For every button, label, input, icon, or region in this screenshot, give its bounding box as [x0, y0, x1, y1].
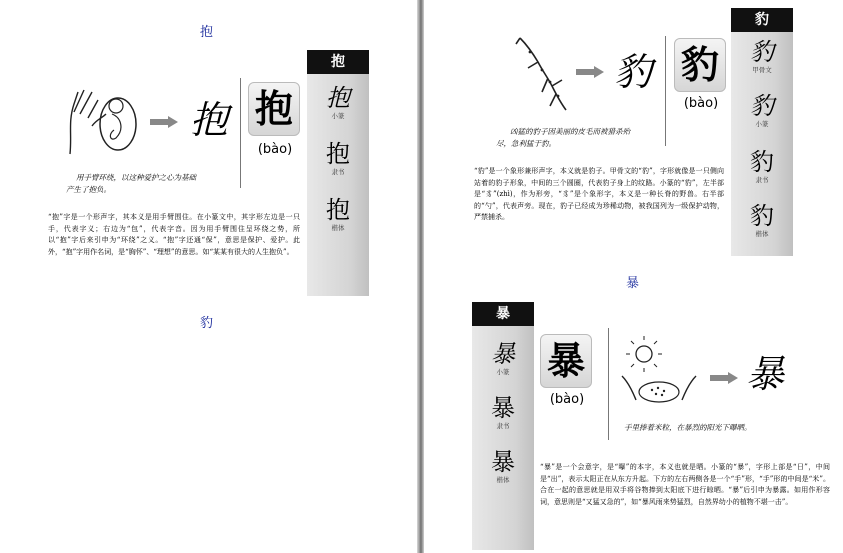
panel-item-xiaozhuan	[472, 340, 534, 377]
panel-glyph: 暴	[491, 394, 515, 422]
pinyin-label: (bào)	[549, 392, 585, 407]
caption-line: 凶猛的豹子因美丽的皮毛而被猎杀殆	[510, 127, 630, 136]
panel-item-lishu	[307, 140, 369, 177]
panel-label: 小篆	[755, 120, 769, 128]
panel-glyph: 豹	[750, 202, 774, 230]
left-page	[0, 0, 417, 553]
panel-glyph: 豹	[750, 38, 774, 66]
script-evolution-panel-bottom	[472, 302, 534, 550]
hand-embrace-illustration	[62, 84, 142, 160]
panel-label: 小篆	[331, 112, 345, 120]
panel-label: 楷体	[331, 224, 345, 232]
next-heading-bao-leopard: 豹	[200, 316, 214, 331]
panel-item-lishu	[731, 148, 793, 185]
script-evolution-panel	[307, 50, 369, 296]
illustration-caption	[496, 126, 666, 150]
sun-hands-illustration	[618, 336, 700, 416]
big-character-box: 豹	[674, 38, 726, 92]
caption-line: 用手臂环绕，以这种爱护之心为基础	[76, 173, 196, 182]
caption-line: 产生了抱负。	[66, 185, 111, 194]
pinyin-label: (bào)	[683, 96, 719, 111]
caption-line: 尽，急利猛于豹。	[496, 139, 556, 148]
panel-glyph: 暴	[491, 340, 515, 368]
illustration-caption	[66, 172, 246, 196]
arrow-icon	[150, 116, 178, 128]
leopard-illustration	[512, 34, 574, 114]
divider-line	[608, 328, 609, 440]
seal-script-char: 抱	[190, 98, 229, 142]
panel-item-lishu	[472, 394, 534, 431]
panel-label: 甲骨文	[752, 66, 772, 74]
panel-glyph: 抱	[326, 140, 350, 168]
panel-head-char: 豹	[731, 8, 793, 32]
arrow-icon	[576, 66, 604, 78]
big-character-box: 暴	[540, 334, 592, 388]
panel-glyph: 抱	[326, 196, 350, 224]
panel-glyph: 暴	[491, 448, 515, 476]
panel-head-char: 抱	[307, 50, 369, 74]
page-heading-bao-violent: 暴	[626, 276, 640, 291]
panel-glyph: 豹	[750, 148, 774, 176]
illustration-caption: 手里捧着米粒，在暴烈的阳光下曝晒。	[624, 423, 752, 432]
panel-label: 楷体	[755, 230, 769, 238]
big-character-box: 抱	[248, 82, 300, 136]
panel-label: 小篆	[496, 368, 510, 376]
panel-label: 隶书	[755, 176, 769, 184]
body-text: “暴”是一个会意字，是“曝”的本字，本义也就是晒。小篆的“暴”，字形上部是“日”，中间是“出”，表示太阳正在从东方升起。下方的左右两侧各是一个“手”形，“手”形的中间是“米”。合在一起的意思就是用双手将谷物捧到太阳底下进行晾晒。“暴”后引申为暴露。如用作形容词，意思则是“又猛又急的”，如“暴风雨来势猛烈，自然界幼小的植物不堪一击”。	[540, 463, 830, 506]
pinyin-label: (bào)	[257, 142, 293, 157]
seal-script-char: 暴	[746, 352, 785, 396]
panel-label: 隶书	[496, 422, 510, 430]
body-text: “豹”是一个象形兼形声字，本义就是豹子。甲骨文的“豹”，字形就像是一只侧向站着的豹子形象，中间的三个圆圈，代表豹子身上的纹路。小篆的“豹”，左半部是“豸”(zhì)，作为形旁，“豸”是个象形字，本义是一种长脊的野兽。右半部的“勺”，代表声旁。现在，豹子已经成为珍稀动物，被我国列为一级保护动物，严禁捕杀。	[474, 167, 724, 222]
seal-script-char: 豹	[614, 50, 653, 94]
panel-glyph: 抱	[326, 84, 350, 112]
page-heading-bao-embrace: 抱	[200, 25, 214, 40]
panel-label: 隶书	[331, 168, 345, 176]
body-text: “抱”字是一个形声字，其本义是用手臂围住。在小篆文中，其字形左边是一只手，代表字义；右边为“包”，代表字音。因为用手臂围住呈环绕之势，所以“抱”字后来引申为“环绕”之义。“抱”字还通“保”，意思是保护、爱护。此外，“抱”字用作名词，是“胸怀”、“理想”的意思。如“某某有很大的人生抱负”。	[48, 213, 300, 256]
panel-item-xiaozhuan	[307, 84, 369, 121]
panel-item-xiaozhuan	[731, 92, 793, 129]
panel-item-kaiti	[472, 448, 534, 485]
page-spine	[417, 0, 424, 553]
panel-label: 楷体	[496, 476, 510, 484]
panel-head-char: 暴	[472, 302, 534, 326]
panel-glyph: 豹	[750, 92, 774, 120]
arrow-icon	[710, 372, 738, 384]
panel-item-jiaguwen	[731, 38, 793, 75]
panel-item-kaiti	[731, 202, 793, 239]
panel-item-kaiti	[307, 196, 369, 233]
right-page	[424, 0, 843, 553]
script-evolution-panel	[731, 8, 793, 256]
